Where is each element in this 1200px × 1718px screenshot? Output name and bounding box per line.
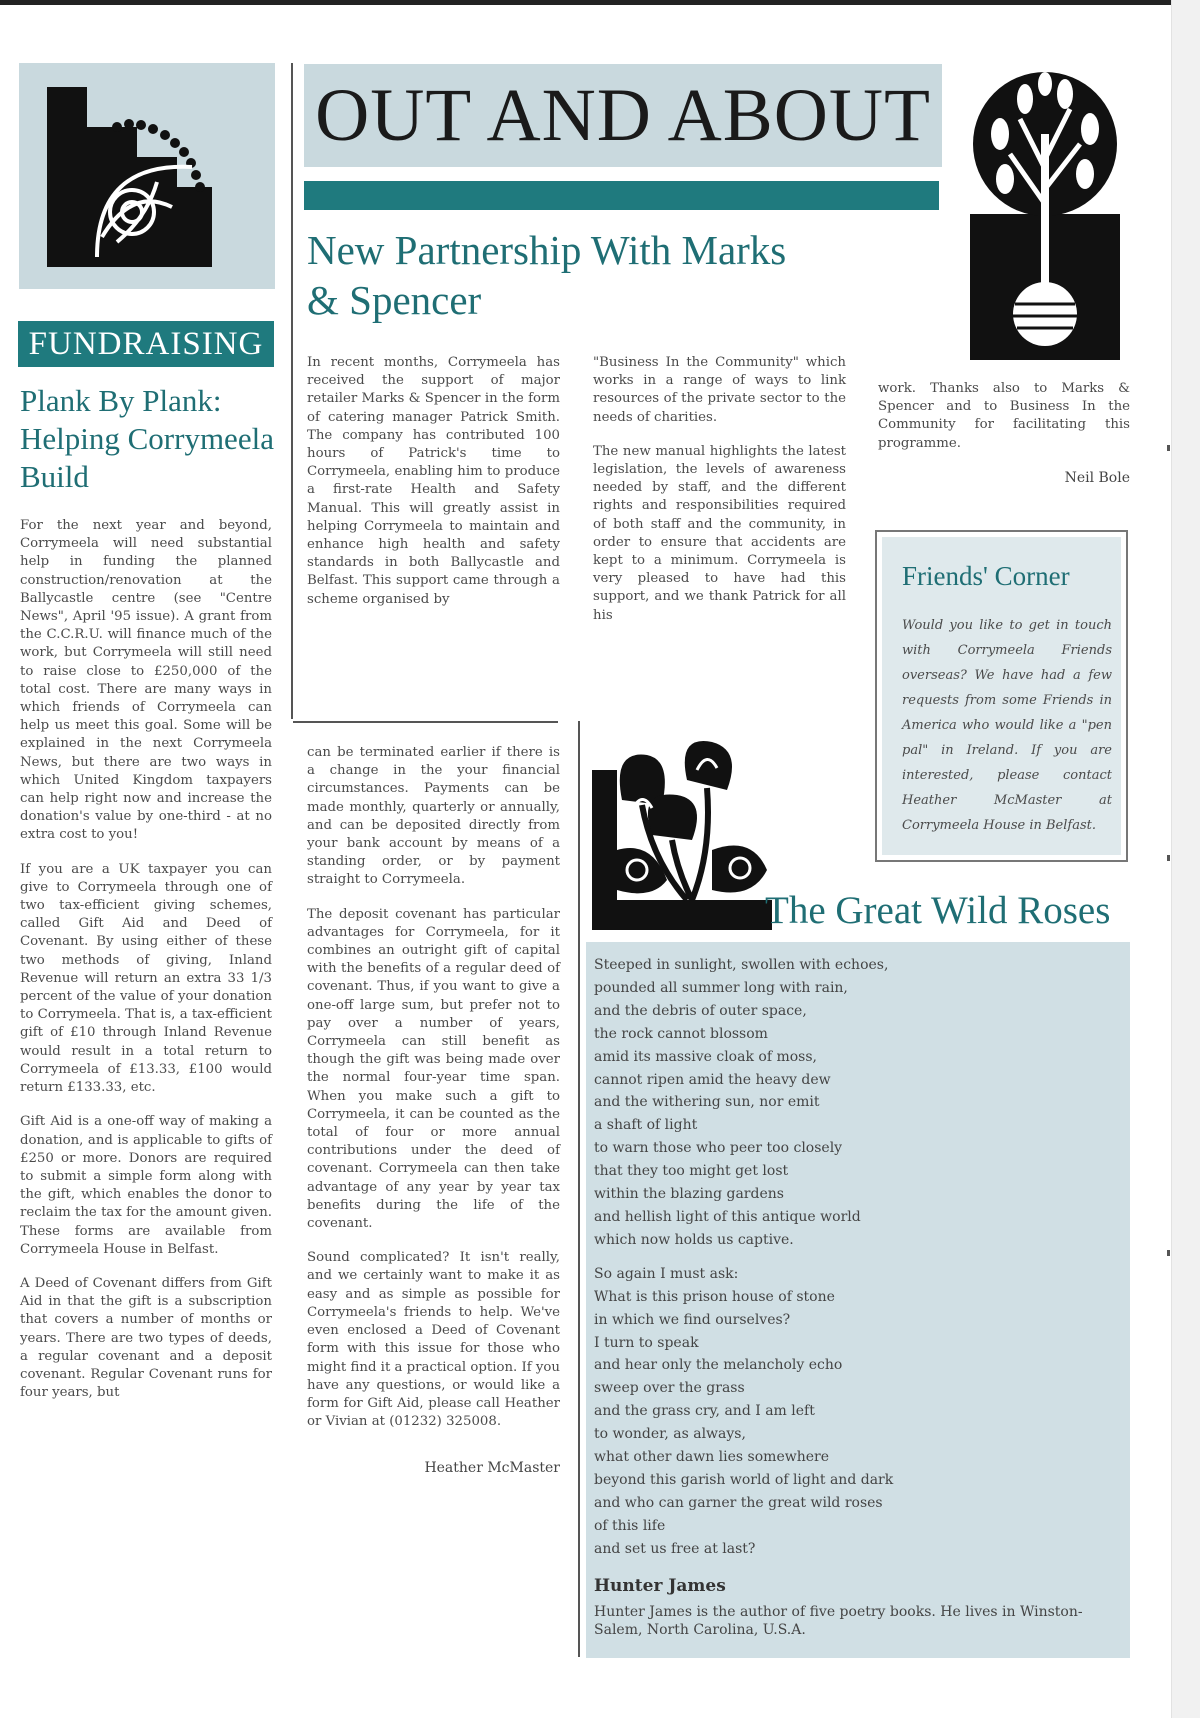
partnership-paragraph: work. Thanks also to Marks & Spencer and to Business In the Community for facilitating this programme. bbox=[878, 381, 1130, 451]
fundraising-column-1 bbox=[20, 517, 272, 1418]
poem-line: and hellish light of this antique world bbox=[594, 1208, 861, 1225]
poem-line: cannot ripen amid the heavy dew bbox=[594, 1071, 831, 1088]
poem-line: and the debris of outer space, bbox=[594, 1002, 807, 1019]
poem-line: and hear only the melancholy echo bbox=[594, 1357, 843, 1374]
poem-line: and set us free at last? bbox=[594, 1540, 756, 1557]
tree-illustration-icon bbox=[970, 64, 1120, 360]
poem-author-bio: Hunter James is the author of five poetry books. He lives in Winston-Salem, North Carolina, U.S.A. bbox=[594, 1604, 1083, 1639]
partnership-column-3 bbox=[878, 380, 1130, 487]
poem-line: and the withering sun, nor emit bbox=[594, 1094, 820, 1111]
page-title: OUT AND ABOUT bbox=[315, 74, 931, 157]
poem-line: sweep over the grass bbox=[594, 1380, 745, 1397]
fundraising-paragraph: can be terminated earlier if there is a change in the your financial circumstances. Payments can be made monthly, quarterly or annually, and can be deposited directly from your bank account by means of a standing order, or by payment straight to Corrymeela. bbox=[307, 745, 560, 888]
margin-mark bbox=[1167, 1250, 1170, 1256]
fundraising-paragraph: If you are a UK taxpayer you can give to Corrymeela through one of two tax-efficient giving schemes, called Gift Aid and Deed of Covenant. By using either of these two methods of giving, Inland Revenue will return an extra 33 1/3 percent of the value of your donation to Corrymeela. That is, a tax-efficient gift of £10 through Inland Revenue would result in a total return to Corrymeela of £13.33, £100 would return £133.33, etc. bbox=[20, 861, 272, 1096]
poem-line: Steeped in sunlight, swollen with echoes, bbox=[594, 957, 889, 973]
poem-line: pounded all summer long with rain, bbox=[594, 979, 848, 996]
friends-corner-panel bbox=[882, 537, 1121, 855]
friends-corner-text: Would you like to get in touch with Corrymeela Friends overseas? We have had a few requests from some Friends in America who would like a "pen pal" in Ireland. If you are interested, please contact Heather McMaster at Corrymeela House in Belfast. bbox=[902, 618, 1112, 833]
poem-stanza bbox=[594, 1263, 1124, 1561]
poem-line: that they too might get lost bbox=[594, 1163, 789, 1180]
poem-line: beyond this garish world of light and dark bbox=[594, 1471, 894, 1488]
poem-line: within the blazing gardens bbox=[594, 1186, 784, 1203]
poem-stanza bbox=[594, 954, 1124, 1252]
teal-divider-bar bbox=[304, 181, 939, 210]
partnership-column-1 bbox=[307, 354, 560, 625]
fundraising-paragraph: A Deed of Covenant differs from Gift Aid in that the gift is a subscription that covers a number of months or years. There are two types of deeds, a regular covenant and a deposit covenant. Regular Covenant runs for four years, but bbox=[20, 1275, 272, 1401]
poem-line: in which we find ourselves? bbox=[594, 1311, 791, 1328]
poem-line: the rock cannot blossom bbox=[594, 1025, 768, 1042]
fundraising-paragraph: The deposit covenant has particular advantages for Corrymeela, for it combines an outright gift of capital with the benefits of a regular deed of covenant. Thus, if you want to give a one-off large sum, but prefer not to pay over a number of years, Corrymeela can still benefit as though the gift was being made over the normal four-year time span. When you make such a gift to Corrymeela, it can be counted as the total of four or more annual contributions under the deed of covenant. Corrymeela can then take advantage of any year by year tax benefits during the life of the covenant. bbox=[307, 906, 560, 1232]
poem-line: and who can garner the great wild roses bbox=[594, 1494, 883, 1511]
friends-corner-title: Friends' Corner bbox=[902, 561, 1070, 591]
partnership-article-title: New Partnership With Marks & Spencer bbox=[307, 227, 787, 323]
poem-line: what other dawn lies somewhere bbox=[594, 1449, 829, 1466]
column-divider bbox=[291, 63, 293, 719]
fundraising-signature: Heather McMaster bbox=[424, 1460, 560, 1477]
partnership-signature: Neil Bole bbox=[1064, 469, 1130, 486]
poem-line: to wonder, as always, bbox=[594, 1426, 746, 1443]
header-banner bbox=[304, 64, 942, 167]
poem-line: and the grass cry, and I am left bbox=[594, 1403, 815, 1420]
poem-author: Hunter James bbox=[594, 1575, 726, 1596]
tulip-illustration-icon bbox=[592, 740, 772, 930]
poem-line: which now holds us captive. bbox=[594, 1231, 794, 1248]
fundraising-section-label: FUNDRAISING bbox=[18, 321, 274, 367]
top-edge bbox=[0, 0, 1200, 5]
poem-line: a shaft of light bbox=[594, 1117, 698, 1134]
margin-mark bbox=[1167, 855, 1170, 861]
fundraising-paragraph: For the next year and beyond, Corrymeela will need substantial help in funding the planned construction/renovation at the Ballycastle centre (see "Centre News", April '95 issue). A grant from the C.C.R.U. will finance much of the work, but Corrymeela will still need to raise close to £250,000 of the total cost. There are many ways in which friends of Corrymeela can help us meet this goal. Some will be explained in the next Corrymeela News, but there are two ways in which United Kingdom taxpayers can help right now and increase the donation's value by one-third - at no extra cost to you! bbox=[20, 518, 272, 843]
partnership-paragraph: The new manual highlights the latest legislation, the levels of awareness needed by staff, and the different rights and responsibilities required of both staff and the community, in order to ensure that accidents are kept to a minimum. Corrymeela is very pleased to have had this support, and we thank Patrick for all his bbox=[593, 443, 846, 623]
column-divider bbox=[578, 721, 580, 1657]
poem-title: The Great Wild Roses bbox=[765, 889, 1111, 932]
poem-line: What is this prison house of stone bbox=[594, 1288, 835, 1305]
fundraising-article-title: Plank By Plank: Helping Corrymeela Build bbox=[20, 383, 274, 494]
fundraising-continued-column bbox=[307, 744, 560, 1478]
poem-line: So again I must ask: bbox=[594, 1265, 739, 1282]
celtic-knot-logo-icon bbox=[47, 87, 247, 267]
partnership-column-2 bbox=[593, 354, 846, 641]
partnership-paragraph: In recent months, Corrymeela has received the support of major retailer Marks & Spencer in the form of catering manager Patrick Smith. The company has contributed 100 hours of Patrick's time to Corrymeela, enabling him to produce a first-rate Health and Safety Manual. This will greatly assist in helping Corrymeela to maintain and enhance high health and safety standards in both Ballycastle and Belfast. This support came through a scheme organised by bbox=[307, 355, 560, 607]
poem-line: amid its massive cloak of moss, bbox=[594, 1048, 817, 1065]
poem-line: I turn to speak bbox=[594, 1334, 699, 1351]
friends-corner-box bbox=[875, 530, 1128, 862]
corrymeela-logo-panel bbox=[19, 63, 275, 289]
poem-line: of this life bbox=[594, 1517, 666, 1534]
fundraising-paragraph: Gift Aid is a one-off way of making a donation, and is applicable to gifts of £250 or more. Donors are required to submit a simple form along with the gift, which enables the donor to reclaim the tax for the amount given. These forms are available from Corrymeela House in Belfast. bbox=[20, 1114, 272, 1257]
page-edge-shadow bbox=[1171, 0, 1200, 1718]
horizontal-divider bbox=[293, 721, 558, 723]
fundraising-paragraph: Sound complicated? It isn't really, and we certainly want to make it as easy and as simple as possible for Corrymeela's friends to help. We've even enclosed a Deed of Covenant form with this issue for those who might find it a practical option. If you have any questions, or would like a form for Gift Aid, please call Heather or Vivian at (01232) 325008. bbox=[307, 1250, 560, 1430]
poem-body bbox=[594, 954, 1124, 1639]
margin-mark bbox=[1167, 445, 1170, 451]
poem-panel bbox=[586, 942, 1130, 1658]
poem-line: to warn those who peer too closely bbox=[594, 1140, 843, 1157]
partnership-paragraph: "Business In the Community" which works in a range of ways to link resources of the private sector to the needs of charities. bbox=[593, 355, 846, 425]
